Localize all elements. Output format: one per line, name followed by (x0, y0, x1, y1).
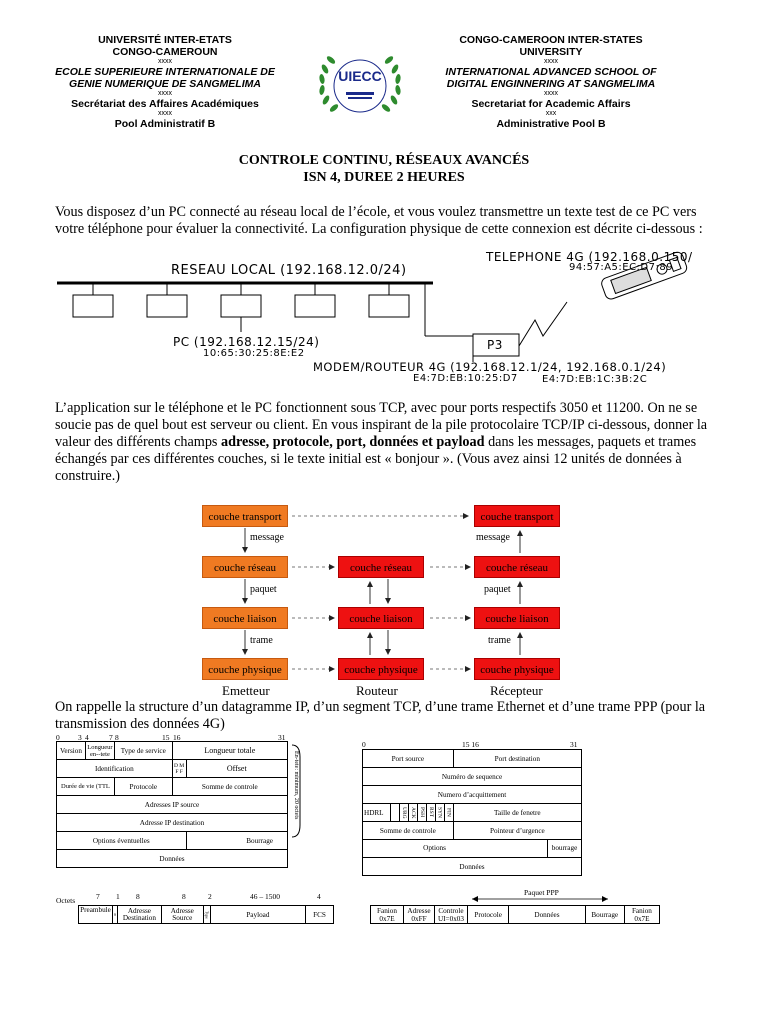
ip-header-length: Longueur en--tete (87, 743, 113, 758)
ip-options: Options éventuelles (57, 832, 187, 850)
tcp-ack-number: Numero d’acquittement (363, 786, 582, 804)
eth-payload: Payload (210, 906, 305, 924)
bit-3: 3 (78, 733, 82, 742)
bit-0: 0 (56, 733, 60, 742)
bit-31: 31 (570, 740, 578, 749)
emitter-network-layer: couche réseau (202, 556, 288, 578)
ppp-frame-table (370, 905, 660, 924)
phone-label: TELEPHONE 4G (192.168.0.150/ (486, 250, 693, 264)
tcpip-stack-diagram (200, 503, 570, 699)
tcp-destination-port: Port destination (453, 750, 581, 768)
univ-name-fr: UNIVERSITÉ INTER-ETATS (98, 34, 232, 46)
receiver-label: Récepteur (490, 683, 543, 698)
school-name-en-2: DIGITAL ENGINNERING AT SANGMELIMA (446, 78, 656, 90)
tcp-flag-rst: RST (426, 804, 435, 822)
ip-flags-top: D M (173, 762, 185, 769)
message-label: message (476, 532, 510, 543)
pool-fr: Pool Administratif B (114, 118, 216, 130)
ppp-address: Adresse 0xFF (404, 906, 435, 924)
tcp-source-port: Port source (363, 750, 454, 768)
message-label: message (250, 532, 284, 543)
bit-8: 8 (115, 733, 119, 742)
ppp-flag-start: Fanion 0x7E (371, 906, 404, 924)
ppp-flag-end: Fanion 0x7E (624, 906, 659, 924)
router-link-layer: couche liaison (338, 607, 424, 629)
lan-label: RESEAU LOCAL (192.168.12.0/24) (171, 263, 407, 278)
school-name-fr-2: GENIE NUMERIQUE DE SANGMELIMA (69, 78, 261, 90)
ppp-padding: Bourrage (585, 906, 624, 924)
ip-flags-bottom: F F (175, 768, 183, 775)
ppp-frame-diagram (370, 888, 660, 928)
intro-paragraph: Vous disposez d’un PC connecté au réseau local de l’école, et vous voulez transmettre un texte test de ce PC vers votre téléphone pour évaluer la connectivité. La configuration physique de cette connexion est décrite ci-dessous : (55, 204, 703, 237)
univ-country-en: UNIVERSITY (519, 46, 583, 58)
bit-15: 15 (162, 733, 170, 742)
ip-identification: Identification (57, 760, 173, 778)
modem-label: MODEM/ROUTEUR 4G (192.168.12.1/24, 192.168.0.1/24) (313, 360, 667, 374)
tcp-checksum: Somme de controle (363, 822, 454, 840)
router-label: Routeur (356, 683, 398, 698)
tcp-flag-syn: SYN (435, 804, 444, 822)
pc-label: PC (192.168.12.15/24) (173, 335, 320, 349)
eth-sfd: S (112, 906, 117, 924)
univ-name-en: CONGO-CAMEROON INTER-STATES (459, 34, 643, 46)
exam-title: CONTROLE CONTINU, RÉSEAUX AVANCÉS (238, 153, 530, 168)
tcp-urgent-pointer: Pointeur d’urgence (453, 822, 581, 840)
school-name-fr-1: ECOLE SUPERIEURE INTERNATIONALE DE (55, 66, 275, 78)
ip-fragment-offset: Offset (186, 760, 287, 778)
pc-mac: 10:65:30:25:8E:E2 (203, 348, 305, 359)
secretariat-en: Secretariat for Academic Affairs (471, 98, 631, 110)
p3-label: P3 (487, 338, 503, 352)
ip-header-size-note: En-tete: minimum, 20 octets (293, 751, 299, 820)
separator: xxxx (544, 58, 558, 65)
router-physical-layer: couche physique (338, 658, 424, 680)
ip-flags (172, 760, 186, 778)
header-right (428, 34, 674, 130)
eth-preamble: Preambule (79, 906, 113, 924)
ethernet-frame-diagram (56, 892, 341, 928)
tcp-flag-psh: PSH (417, 804, 426, 822)
payload-size: 46 – 1500 (250, 892, 280, 901)
eth-source-address: Adresse Source (161, 906, 203, 924)
fcs-size: 4 (317, 892, 321, 901)
tcp-options-row (423, 840, 581, 858)
bit-15-16: 15 16 (462, 740, 479, 749)
tcp-header-length: HDRL (363, 804, 391, 822)
source-size: 8 (182, 892, 186, 901)
instructions-paragraph (55, 400, 720, 485)
emitter-link-layer: couche liaison (202, 607, 288, 629)
separator: xxxx (158, 110, 172, 117)
tcp-reserved (390, 804, 399, 822)
ppp-control: Controle UI=0x03 (434, 906, 467, 924)
ip-protocol: Protocole (114, 778, 172, 796)
school-name-en-1: INTERNATIONAL ADVANCED SCHOOL OF (445, 66, 657, 78)
tcp-window-size: Taille de fenetre (453, 804, 581, 822)
receiver-network-layer: couche réseau (474, 556, 560, 578)
router-network-layer: couche réseau (338, 556, 424, 578)
ip-ttl: Durée de vie (TTL (57, 778, 115, 796)
separator: xxxx (158, 90, 172, 97)
separator: xxxx (544, 90, 558, 97)
frame-label: trame (488, 635, 511, 646)
instructions-text-2: dans les messages, paquets et trames échangés par ces différentes couches, si le texte initial est « bonjour ». (Vous avez ainsi 12 unités de données à construire.) (55, 434, 697, 484)
tcp-sequence-number: Numéro de sequence (363, 768, 582, 786)
emitter-transport-layer: couche transport (202, 505, 288, 527)
ip-total-length: Longueur totale (172, 742, 287, 760)
ip-version: Version (57, 742, 86, 760)
structures-paragraph: On rappelle la structure d’un datagramme IP, d’un segment TCP, d’une trame Ethernet et d’une trame PPP (pour la transmission des données 4G) (55, 699, 706, 732)
bit-0: 0 (362, 740, 366, 749)
header-left (40, 34, 290, 130)
school-logo (312, 48, 408, 120)
ppp-data: Données (509, 906, 585, 924)
type-size: 2 (208, 892, 212, 901)
tcp-segment-diagram (362, 740, 582, 870)
separator: xxx (545, 110, 557, 117)
octets-label: Octets (56, 896, 76, 905)
bit-31: 31 (278, 733, 286, 742)
sfd-size: 1 (116, 892, 120, 901)
receiver-link-layer: couche liaison (474, 607, 560, 629)
emitter-physical-layer: couche physique (202, 658, 288, 680)
ip-datagram-diagram (56, 733, 316, 873)
exam-subtitle: ISN 4, DUREE 2 HEURES (303, 170, 465, 185)
tcp-options: Options (423, 844, 446, 852)
ip-checksum: Somme de controle (172, 778, 287, 796)
emitter-label: Emetteur (222, 683, 270, 698)
bit-7: 7 (109, 733, 113, 742)
preamble-size: 7 (96, 892, 100, 901)
eth-type: Type (203, 906, 210, 924)
logo-text: UIECC (338, 68, 382, 84)
univ-country-fr: CONGO-CAMEROUN (112, 46, 218, 58)
frame-label: trame (250, 635, 273, 646)
eth-destination-address: Adresse Destination (117, 906, 161, 924)
receiver-physical-layer: couche physique (474, 658, 560, 680)
instructions-bold: adresse, protocole, port, données et payload (221, 434, 485, 450)
modem-mac-lan: E4:7D:EB:10:25:D7 (413, 373, 518, 384)
tcp-flag-urg: URG (399, 804, 408, 822)
tcp-header-table (362, 749, 582, 876)
phone-mac: 94:57:A5:EC:D7:89 (569, 262, 674, 273)
ip-destination-address: Adresse IP destination (57, 814, 288, 832)
tcp-padding: bourrage (547, 840, 581, 857)
tcp-flag-fin: FIN (444, 804, 453, 822)
bit-16: 16 (173, 733, 181, 742)
modem-mac-4g: E4:7D:EB:1C:3B:2C (542, 374, 648, 385)
dest-size: 8 (136, 892, 140, 901)
laurel-logo-icon (312, 48, 408, 120)
receiver-transport-layer: couche transport (474, 505, 560, 527)
pool-en: Administrative Pool B (496, 118, 606, 130)
packet-label: paquet (484, 584, 511, 595)
ethernet-frame-table (78, 905, 334, 924)
ip-data: Données (57, 850, 288, 868)
network-diagram (55, 250, 715, 390)
ip-type-of-service: Type de service (114, 742, 172, 760)
tcp-data: Données (363, 858, 582, 876)
instructions-text-1: L’application sur le téléphone et le PC fonctionnent sous TCP, avec pour ports respectifs 3050 et 11200. On ne se soucie pas de quel bout est serveur ou client. En vous inspirant de la pile protocolaire TCP/IP ci-dessous, donner la valeur des différents champs (55, 400, 708, 450)
eth-fcs: FCS (306, 906, 334, 924)
ppp-packet-label: Paquet PPP (524, 888, 559, 897)
bit-4: 4 (85, 733, 89, 742)
packet-label: paquet (250, 584, 277, 595)
ip-padding: Bourrage (186, 832, 287, 850)
secretariat-fr: Secrétariat des Affaires Académiques (71, 98, 259, 110)
separator: xxxx (158, 58, 172, 65)
ip-source-address: Adresses IP source (57, 796, 288, 814)
ip-header-table (56, 741, 288, 868)
ppp-protocol: Protocole (467, 906, 508, 924)
tcp-flag-ack: ACK (408, 804, 417, 822)
